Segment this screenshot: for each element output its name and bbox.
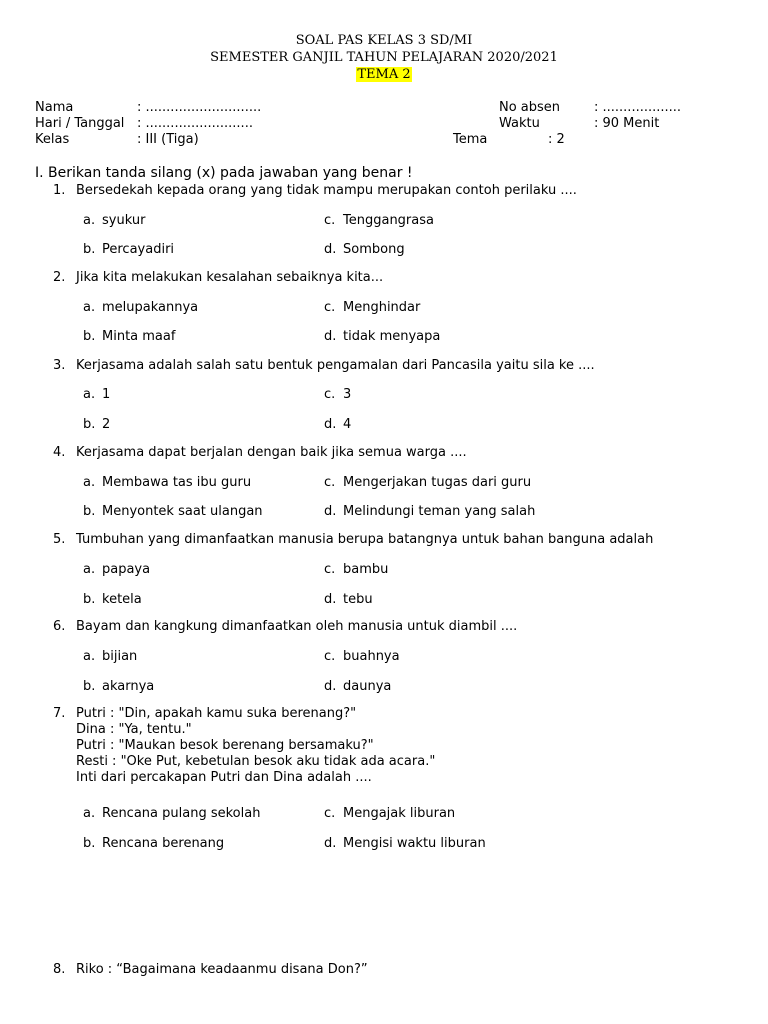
option-6b[interactable] <box>83 679 154 695</box>
option-text: Mengerjakan tugas dari guru <box>343 475 532 490</box>
question-1 <box>53 183 577 199</box>
option-text: Rencana pulang sekolah <box>102 806 261 821</box>
kelas-value: : III (Tiga) <box>137 132 199 147</box>
option-4a[interactable] <box>83 475 251 491</box>
option-text: syukur <box>102 213 146 228</box>
tema-value: : 2 <box>548 132 565 147</box>
theme-title <box>0 67 768 83</box>
option-3a[interactable] <box>83 387 110 403</box>
question-number: 6. <box>53 619 66 634</box>
option-text: tidak menyapa <box>343 329 441 344</box>
option-text: Menyontek saat ulangan <box>102 504 263 519</box>
question-number: 4. <box>53 445 66 460</box>
option-2c[interactable] <box>324 300 420 316</box>
option-letter: b. <box>83 592 96 607</box>
semester-title: SEMESTER GANJIL TAHUN PELAJARAN 2020/2021 <box>210 50 558 65</box>
option-text: 4 <box>343 417 352 432</box>
option-text: Mengajak liburan <box>343 806 456 821</box>
option-text: ketela <box>102 592 142 607</box>
option-letter: d. <box>324 242 337 257</box>
question-number: 8. <box>53 962 66 977</box>
option-text: Percayadiri <box>102 242 175 257</box>
question-text: Jika kita melakukan kesalahan sebaiknya kita... <box>76 270 384 285</box>
option-6d[interactable] <box>324 679 391 695</box>
nama-field[interactable]: : ............................ <box>137 100 262 115</box>
question-8 <box>53 962 368 978</box>
question-3 <box>53 358 595 374</box>
option-text: Menghindar <box>343 300 421 315</box>
question-number: 5. <box>53 532 66 547</box>
option-text: Tenggangrasa <box>343 213 434 228</box>
option-letter: c. <box>324 475 336 490</box>
option-5d[interactable] <box>324 592 373 608</box>
option-1d[interactable] <box>324 242 405 258</box>
dialogue-line: Dina : "Ya, tentu." <box>76 722 192 737</box>
question-7 <box>53 706 356 722</box>
option-7a[interactable] <box>83 806 260 822</box>
question-text: Tumbuhan yang dimanfaatkan manusia berupa batangnya untuk bahan banguna adalah <box>76 532 654 547</box>
option-letter: a. <box>83 387 96 402</box>
question-prompt: Inti dari percakapan Putri dan Dina adalah .... <box>76 770 372 785</box>
question-number: 2. <box>53 270 66 285</box>
option-text: tebu <box>343 592 373 607</box>
option-letter: a. <box>83 562 96 577</box>
option-letter: d. <box>324 836 337 851</box>
option-letter: d. <box>324 679 337 694</box>
question-4 <box>53 445 467 461</box>
option-letter: d. <box>324 417 337 432</box>
section-heading: I. Berikan tanda silang (x) pada jawaban yang benar ! <box>35 165 413 181</box>
option-7d[interactable] <box>324 836 486 852</box>
question-text: Bersedekah kepada orang yang tidak mampu merupakan contoh perilaku .... <box>76 183 577 198</box>
option-letter: b. <box>83 417 96 432</box>
option-text: Rencana berenang <box>102 836 225 851</box>
option-text: Minta maaf <box>102 329 176 344</box>
question-number: 1. <box>53 183 66 198</box>
option-1b[interactable] <box>83 242 174 258</box>
option-letter: d. <box>324 504 337 519</box>
no-absen-field[interactable]: : ................... <box>594 100 682 115</box>
question-6 <box>53 619 517 635</box>
option-text: bambu <box>343 562 389 577</box>
nama-label: Nama <box>35 100 74 115</box>
option-5a[interactable] <box>83 562 150 578</box>
option-text: daunya <box>343 679 392 694</box>
option-text: Melindungi teman yang salah <box>343 504 536 519</box>
option-7b[interactable] <box>83 836 224 852</box>
option-letter: c. <box>324 300 336 315</box>
option-3d[interactable] <box>324 417 351 433</box>
question-5 <box>53 532 653 548</box>
option-letter: b. <box>83 504 96 519</box>
option-2a[interactable] <box>83 300 198 316</box>
hari-tanggal-field[interactable]: : .......................... <box>137 116 253 131</box>
option-letter: b. <box>83 836 96 851</box>
option-text: buahnya <box>343 649 400 664</box>
question-text: Kerjasama adalah salah satu bentuk pengamalan dari Pancasila yaitu sila ke .... <box>76 358 595 373</box>
question-number: 3. <box>53 358 66 373</box>
option-2b[interactable] <box>83 329 175 345</box>
theme-title-highlight: TEMA 2 <box>357 67 411 82</box>
option-text: Sombong <box>343 242 405 257</box>
option-letter: d. <box>324 592 337 607</box>
option-letter: c. <box>324 213 336 228</box>
option-1a[interactable] <box>83 213 145 229</box>
option-letter: c. <box>324 649 336 664</box>
question-text: Putri : "Din, apakah kamu suka berenang?" <box>76 706 357 721</box>
option-4b[interactable] <box>83 504 263 520</box>
option-text: Mengisi waktu liburan <box>343 836 486 851</box>
question-text: Bayam dan kangkung dimanfaatkan oleh manusia untuk diambil .... <box>76 619 518 634</box>
option-5b[interactable] <box>83 592 142 608</box>
option-letter: b. <box>83 242 96 257</box>
exam-title: SOAL PAS KELAS 3 SD/MI <box>295 33 473 48</box>
no-absen-label: No absen <box>499 100 561 115</box>
option-text: Membawa tas ibu guru <box>102 475 252 490</box>
question-text: Kerjasama dapat berjalan dengan baik jika semua warga .... <box>76 445 467 460</box>
option-letter: a. <box>83 806 96 821</box>
option-letter: a. <box>83 213 96 228</box>
option-1c[interactable] <box>324 213 434 229</box>
option-text: 1 <box>102 387 111 402</box>
question-text: Riko : “Bagaimana keadaanmu disana Don?” <box>76 962 368 977</box>
option-letter: b. <box>83 329 96 344</box>
option-text: 2 <box>102 417 111 432</box>
option-2d[interactable] <box>324 329 440 345</box>
hari-tanggal-label: Hari / Tanggal <box>35 116 125 131</box>
option-3c[interactable] <box>324 387 351 403</box>
question-2 <box>53 270 383 286</box>
option-3b[interactable] <box>83 417 110 433</box>
option-text: bijian <box>102 649 138 664</box>
option-text: melupakannya <box>102 300 199 315</box>
dialogue-line: Resti : "Oke Put, kebetulan besok aku tidak ada acara." <box>76 754 436 769</box>
option-letter: d. <box>324 329 337 344</box>
option-text: papaya <box>102 562 151 577</box>
tema-label: Tema <box>453 132 488 147</box>
waktu-value: : 90 Menit <box>594 116 660 131</box>
option-6c[interactable] <box>324 649 400 665</box>
option-4d[interactable] <box>324 504 535 520</box>
option-letter: b. <box>83 679 96 694</box>
option-letter: c. <box>324 387 336 402</box>
option-5c[interactable] <box>324 562 388 578</box>
dialogue-line: Putri : "Maukan besok berenang bersamaku?" <box>76 738 374 753</box>
option-letter: c. <box>324 562 336 577</box>
option-text: akarnya <box>102 679 155 694</box>
option-letter: c. <box>324 806 336 821</box>
option-6a[interactable] <box>83 649 137 665</box>
option-letter: a. <box>83 475 96 490</box>
option-letter: a. <box>83 300 96 315</box>
kelas-label: Kelas <box>35 132 70 147</box>
option-4c[interactable] <box>324 475 531 491</box>
waktu-label: Waktu <box>499 116 540 131</box>
option-7c[interactable] <box>324 806 455 822</box>
question-number: 7. <box>53 706 66 721</box>
option-letter: a. <box>83 649 96 664</box>
option-text: 3 <box>343 387 352 402</box>
